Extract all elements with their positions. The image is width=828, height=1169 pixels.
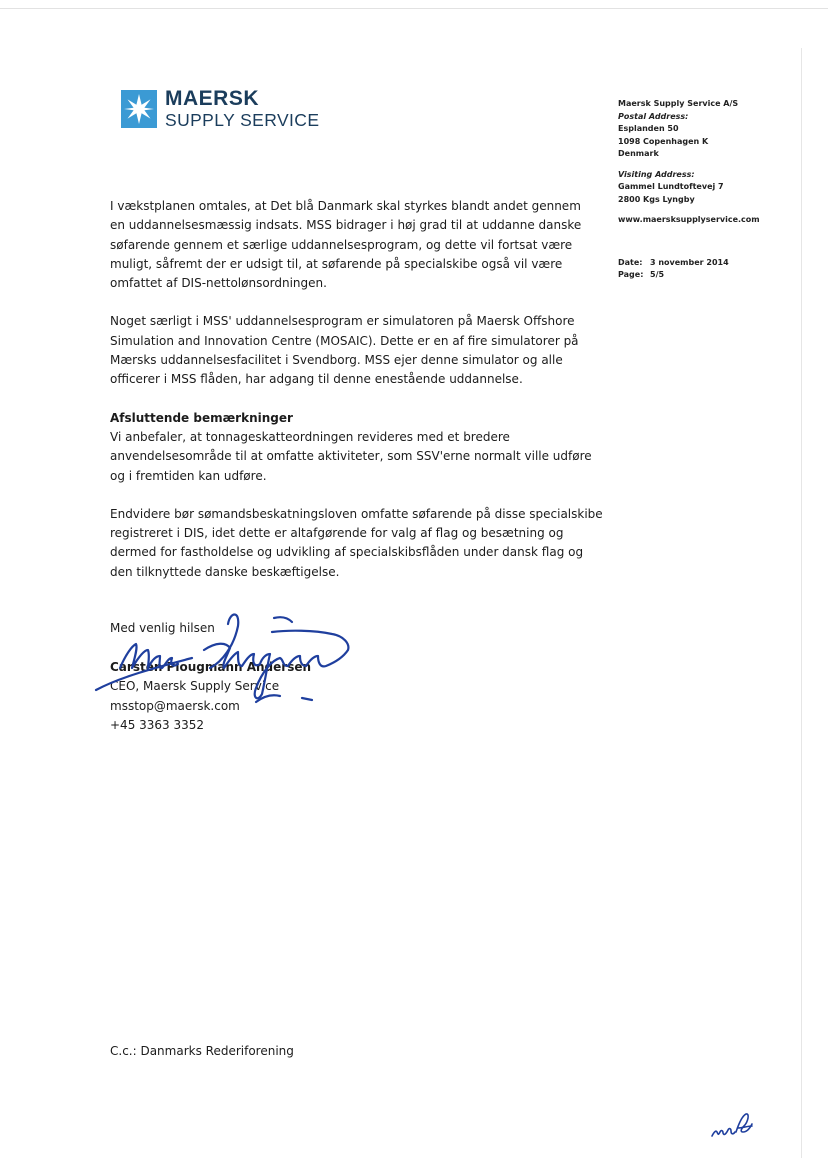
section-heading: Afsluttende bemærkninger	[110, 410, 293, 425]
text-line: en uddannelsesmæssig indsats. MSS bidrager i høj grad til at uddanne danske	[110, 218, 582, 233]
text-line: Mærsks uddannelsesfacilitet i Svendborg. MSS ejer denne simulator og alle	[110, 353, 563, 368]
text-line: muligt, såfremt der er udsigt til, at søfarende på specialskibe også vil være	[110, 256, 563, 271]
page-edge-right	[801, 48, 802, 1158]
postal-city: 1098 Copenhagen K	[618, 136, 709, 146]
page-row	[618, 269, 798, 282]
date-row	[618, 257, 798, 270]
cc-line: C.c.: Danmarks Rederiforening	[110, 1044, 294, 1058]
postal-street: Esplanden 50	[618, 124, 679, 133]
text-line: Simulation and Innovation Centre (MOSAIC). Dette er en af fire simulatorer på	[110, 333, 579, 348]
text-line: Noget særligt i MSS' uddannelsesprogram er simulatoren på Maersk Offshore	[110, 314, 575, 329]
page-value: 5/5	[650, 270, 665, 279]
visiting-city: 2800 Kgs Lyngby	[618, 194, 695, 204]
star-icon	[121, 90, 157, 128]
paragraph-1	[110, 197, 610, 293]
text-line: anvendelsesområde til at omfatte aktiviteter, som SSV'erne normalt ville udføre	[110, 449, 592, 464]
logo-line-2: SUPPLY SERVICE	[165, 110, 320, 130]
signer-title: CEO, Maersk Supply Service	[110, 679, 280, 693]
text-line: søfarende gennem et særlige uddannelsesprogram, og dette vil fortsat være	[110, 237, 573, 252]
text-line: officerer i MSS flåden, har adgang til denne enestående uddannelse.	[110, 372, 523, 387]
logo-line-1: MAERSK	[165, 87, 260, 110]
company-name: Maersk Supply Service A/S	[618, 99, 739, 108]
text-line: dermed for fastholdelse og udvikling af specialskibsflåden under dansk flag og	[110, 545, 584, 560]
postal-country: Denmark	[618, 149, 659, 158]
paragraph-3	[110, 409, 610, 486]
postal-address-label: Postal Address:	[618, 111, 689, 121]
text-line: den tilknyttede danske beskæftigelse.	[110, 564, 340, 579]
text-line: omfattet af DIS-nettolønsordningen.	[110, 276, 327, 291]
text-line: I vækstplanen omtales, at Det blå Danmark skal styrkes blandt andet gennem	[110, 199, 581, 213]
logo-box	[121, 90, 157, 128]
greeting: Med venlig hilsen	[110, 621, 215, 635]
signer-phone: +45 3363 3352	[110, 718, 205, 732]
website-link[interactable]: www.maersksupplyservice.com	[618, 215, 760, 224]
handwritten-initials	[708, 1110, 758, 1144]
text-line: og i fremtiden kan udføre.	[110, 468, 267, 483]
handwritten-signature	[92, 606, 362, 716]
visiting-street: Gammel Lundtoftevej 7	[618, 182, 724, 191]
text-line: registreret i DIS, idet dette er altafgørende for valg af flag og besætning og	[110, 526, 564, 541]
page-edge-top	[0, 8, 828, 9]
text-line: Vi anbefaler, at tonnageskatteordningen revideres med et bredere	[110, 429, 510, 444]
date-value: 3 november 2014	[650, 257, 729, 267]
date-label: Date:	[618, 257, 643, 267]
letter-body	[110, 197, 610, 601]
paragraph-2	[110, 312, 610, 389]
text-line: Endvidere bør sømandsbeskatningsloven omfatte søfarende på disse specialskibe	[110, 506, 603, 521]
page-label: Page:	[618, 270, 644, 279]
visiting-address-label: Visiting Address:	[618, 169, 695, 179]
signer-name: Carsten Plougmann Andersen	[110, 659, 312, 674]
signer-email[interactable]: msstop@maersk.com	[110, 698, 240, 713]
paragraph-4	[110, 505, 610, 582]
address-sidebar	[618, 98, 798, 282]
